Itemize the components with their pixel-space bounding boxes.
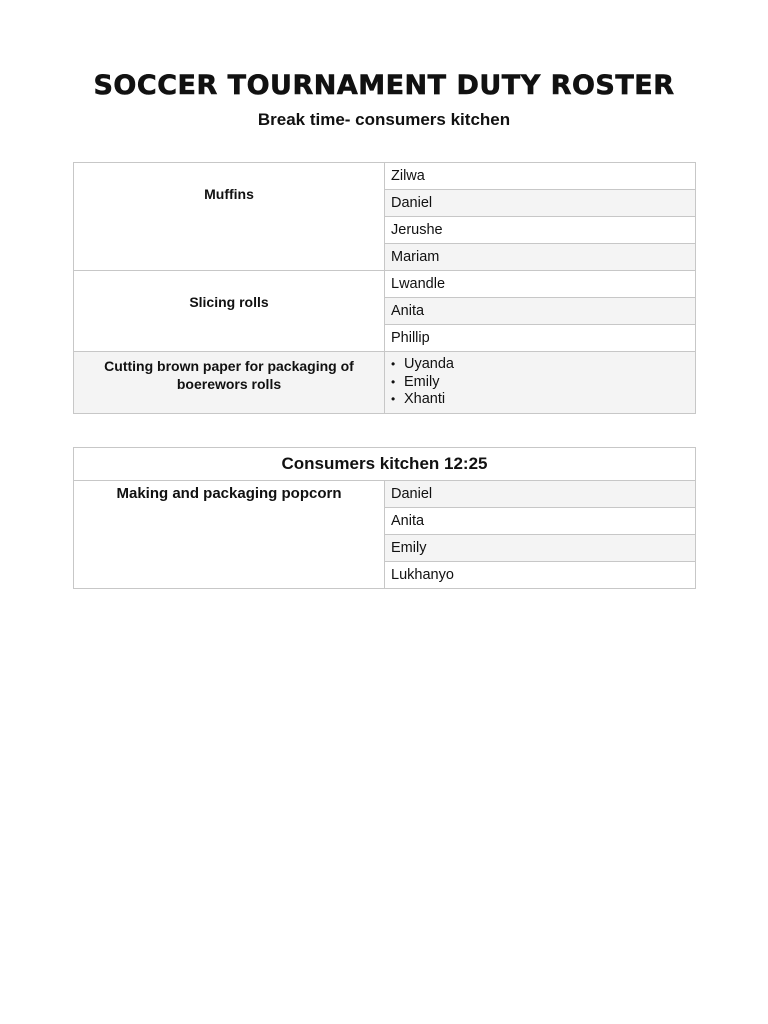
page-title: SOCCER TOURNAMENT DUTY ROSTER xyxy=(93,70,675,101)
table-row xyxy=(74,271,696,298)
person-cell: Phillip xyxy=(385,325,696,352)
break-time-duty-table xyxy=(73,162,696,414)
table-header-row xyxy=(74,448,696,481)
task-cell-cutting-brown-paper: Cutting brown paper for packaging of boerewors rolls xyxy=(74,352,385,414)
person-cell: Zilwa xyxy=(385,163,696,190)
person-list-cell xyxy=(385,352,696,414)
person-cell: Jerushe xyxy=(385,217,696,244)
person-cell: Daniel xyxy=(385,190,696,217)
person-cell: Emily xyxy=(385,535,696,562)
person-cell: Lwandle xyxy=(385,271,696,298)
task-cell-muffins: Muffins xyxy=(74,163,385,271)
person-cell: Anita xyxy=(385,298,696,325)
list-item: • Uyanda xyxy=(391,356,689,374)
task-cell-popcorn: Making and packaging popcorn xyxy=(74,481,385,589)
person-bullet-list xyxy=(391,356,689,409)
table-row xyxy=(74,352,696,414)
list-item: • Xhanti xyxy=(391,391,689,409)
person-cell: Daniel xyxy=(385,481,696,508)
page-subtitle: Break time- consumers kitchen xyxy=(257,110,511,129)
person-cell: Lukhanyo xyxy=(385,562,696,589)
popcorn-duty-table xyxy=(73,447,696,589)
person-cell: Mariam xyxy=(385,244,696,271)
table-row xyxy=(74,163,696,190)
table-header: Consumers kitchen 12:25 xyxy=(74,448,696,481)
task-cell-slicing-rolls: Slicing rolls xyxy=(74,271,385,352)
person-cell: Anita xyxy=(385,508,696,535)
list-item: • Emily xyxy=(391,374,689,392)
table-row xyxy=(74,481,696,508)
